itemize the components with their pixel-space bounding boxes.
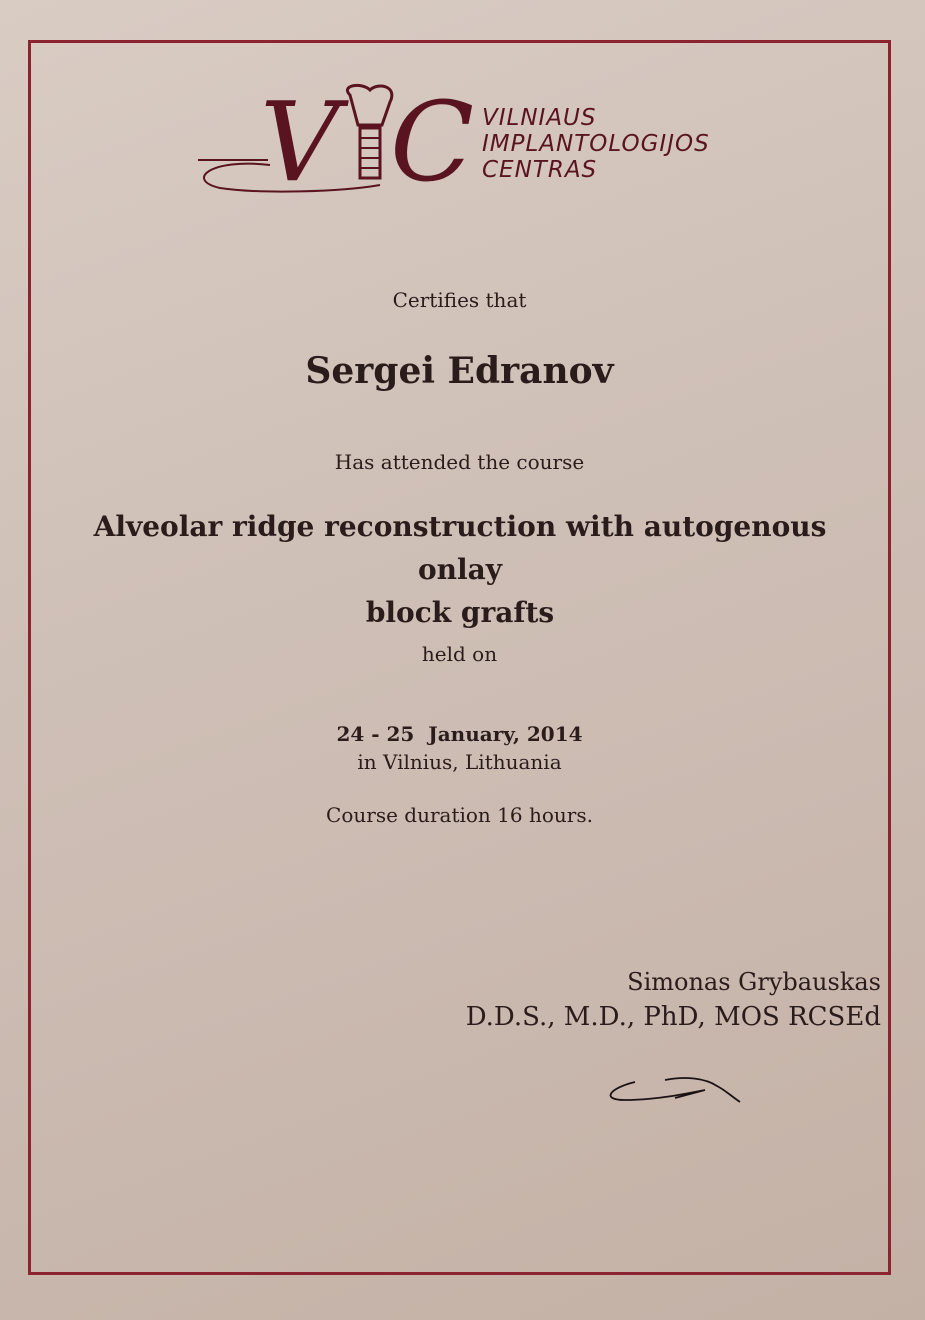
course-dates: 24 - 25 January, 2014 [336, 722, 583, 746]
recipient-name: Sergei Edranov [305, 350, 614, 392]
certifies-text: Certifies that [392, 288, 527, 312]
logo-line-2: IMPLANTOLOGIJOS [482, 131, 710, 157]
logo-letter-c: C [390, 80, 475, 200]
signer-credentials: D.D.S., M.D., PhD, MOS RCSEd [465, 1002, 881, 1032]
logo-wordmark [482, 105, 710, 183]
course-duration: Course duration 16 hours. [326, 803, 593, 827]
logo-line-3: CENTRAS [482, 157, 598, 183]
logo-line-1: VILNIAUS [482, 105, 597, 131]
course-title [60, 505, 860, 634]
signer-name: Simonas Grybauskas [627, 968, 881, 996]
course-title-line-2: block grafts [365, 596, 555, 629]
tooth-implant-icon [347, 85, 391, 178]
attended-text: Has attended the course [334, 450, 585, 474]
handwritten-signature [605, 1070, 745, 1115]
course-title-line-1: Alveolar ridge reconstruction with autogenous onlay [93, 510, 827, 586]
logo-letter-v: V [260, 80, 340, 200]
course-location: in Vilnius, Lithuania [357, 750, 562, 774]
held-on-text: held on [421, 642, 498, 666]
